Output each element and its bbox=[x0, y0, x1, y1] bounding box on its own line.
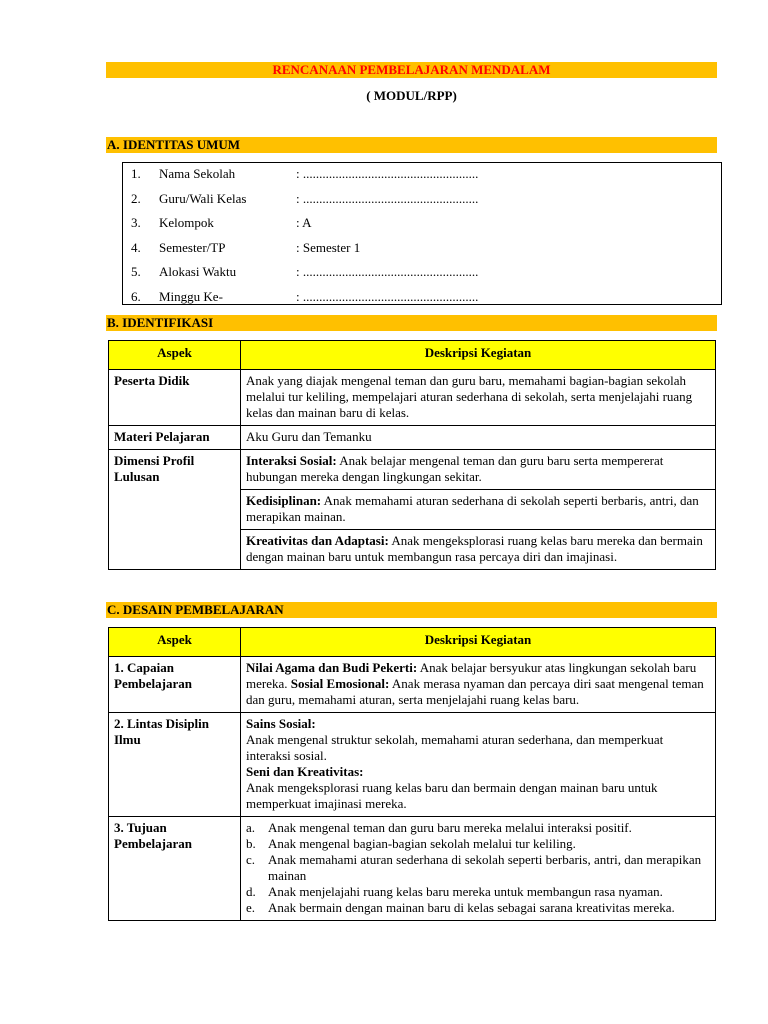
description-text: Anak memahami aturan sederhana di sekolah seperti berbaris, antri, dan merapikan mainan. bbox=[246, 493, 699, 524]
identity-num: 6. bbox=[131, 289, 141, 304]
list-item bbox=[246, 852, 710, 884]
aspect-cell: Peserta Didik bbox=[109, 370, 241, 426]
list-marker: c. bbox=[246, 852, 256, 867]
description-cell bbox=[241, 530, 716, 570]
list-item-text: Anak mengenal bagian-bagian sekolah melalui tur keliling. bbox=[268, 836, 576, 851]
description-text: Anak merasa nyaman dan percaya diri saat mengenal teman dan guru, memahami aturan, serta menjelajahi ruang kelas baru. bbox=[246, 676, 704, 707]
table-row bbox=[109, 817, 716, 921]
table-header-row bbox=[109, 628, 716, 657]
identification-table bbox=[108, 340, 716, 570]
description-cell: Anak yang diajak mengenal teman dan guru baru, memahami bagian-bagian sekolah melalui tur keliling, mempelajari aturan sederhana di sekolah, serta menjelajahi ruang kelas dan mainan baru di kelas. bbox=[241, 370, 716, 426]
table-header-row bbox=[109, 341, 716, 370]
description-bold: Nilai Agama dan Budi Pekerti: bbox=[246, 660, 418, 675]
aspect-cell: 3. Tujuan Pembelajaran bbox=[109, 817, 241, 921]
column-header-aspect: Aspek bbox=[109, 341, 241, 370]
identity-value: : A bbox=[296, 215, 312, 230]
list-marker: b. bbox=[246, 836, 256, 851]
table-row bbox=[109, 657, 716, 713]
identity-num: 3. bbox=[131, 215, 141, 230]
identity-num: 5. bbox=[131, 264, 141, 279]
identity-box bbox=[122, 162, 722, 305]
list-marker: a. bbox=[246, 820, 256, 835]
description-text: Anak belajar mengenal teman dan guru baru serta mempererat hubungan mereka dengan lingkungan sekitar. bbox=[246, 453, 664, 484]
document-subtitle: ( MODUL/RPP) bbox=[366, 88, 457, 103]
identity-label: Alokasi Waktu bbox=[159, 264, 237, 279]
aspect-cell: 2. Lintas Disiplin Ilmu bbox=[109, 713, 241, 817]
section-b-heading: B. IDENTIFIKASI bbox=[106, 315, 717, 331]
description-bold: Kedisiplinan: bbox=[246, 493, 322, 508]
identity-label: Nama Sekolah bbox=[159, 166, 236, 181]
column-header-description: Deskripsi Kegiatan bbox=[241, 628, 716, 657]
identity-num: 2. bbox=[131, 191, 141, 206]
identity-label: Kelompok bbox=[159, 215, 214, 230]
identity-label: Guru/Wali Kelas bbox=[159, 191, 247, 206]
description-cell bbox=[241, 490, 716, 530]
objectives-list bbox=[246, 820, 710, 916]
description-cell bbox=[241, 450, 716, 490]
identity-value: : ...................................................... bbox=[296, 166, 479, 181]
description-bold: Kreativitas dan Adaptasi: bbox=[246, 533, 389, 548]
identity-value: : ...................................................... bbox=[296, 264, 479, 279]
column-header-aspect: Aspek bbox=[109, 628, 241, 657]
list-item bbox=[246, 900, 710, 916]
identity-label: Semester/TP bbox=[159, 240, 226, 255]
list-item bbox=[246, 884, 710, 900]
identity-num: 1. bbox=[131, 166, 141, 181]
description-bold: Sosial Emosional: bbox=[290, 676, 390, 691]
identity-label: Minggu Ke- bbox=[159, 289, 223, 304]
section-a-heading: A. IDENTITAS UMUM bbox=[106, 137, 717, 153]
identity-num: 4. bbox=[131, 240, 141, 255]
identity-value: : ...................................................... bbox=[296, 289, 479, 304]
list-item bbox=[246, 836, 710, 852]
description-cell bbox=[241, 817, 716, 921]
learning-design-table bbox=[108, 627, 716, 921]
aspect-cell: Dimensi Profil Lulusan bbox=[109, 450, 241, 570]
identity-value: : ...................................................... bbox=[296, 191, 479, 206]
description-cell bbox=[241, 713, 716, 817]
description-cell bbox=[241, 657, 716, 713]
list-marker: e. bbox=[246, 900, 256, 915]
description-cell: Aku Guru dan Temanku bbox=[241, 426, 716, 450]
table-row bbox=[109, 713, 716, 817]
identity-value: : Semester 1 bbox=[296, 240, 361, 255]
list-item-text: Anak memahami aturan sederhana di sekolah seperti berbaris, antri, dan merapikan mainan bbox=[268, 852, 702, 883]
description-subheading: Sains Sosial: bbox=[246, 716, 316, 731]
list-item bbox=[246, 820, 710, 836]
table-row bbox=[109, 370, 716, 426]
description-text: Anak mengeksplorasi ruang kelas baru dan bermain dengan mainan baru untuk memperkuat imajinasi mereka. bbox=[246, 780, 658, 811]
aspect-cell: Materi Pelajaran bbox=[109, 426, 241, 450]
description-bold: Interaksi Sosial: bbox=[246, 453, 337, 468]
description-text: Anak belajar bersyukur atas lingkungan sekolah baru mereka. bbox=[246, 660, 697, 691]
list-marker: d. bbox=[246, 884, 256, 899]
description-subheading: Seni dan Kreativitas: bbox=[246, 764, 364, 779]
aspect-cell: 1. Capaian Pembelajaran bbox=[109, 657, 241, 713]
document-title: RENCANAAN PEMBELAJARAN MENDALAM bbox=[106, 62, 717, 78]
table-row bbox=[109, 426, 716, 450]
section-c-heading: C. DESAIN PEMBELAJARAN bbox=[106, 602, 717, 618]
list-item-text: Anak menjelajahi ruang kelas baru mereka untuk membangun rasa nyaman. bbox=[268, 884, 663, 899]
description-text: Anak mengenal struktur sekolah, memahami aturan sederhana, dan memperkuat interaksi sosial. bbox=[246, 732, 664, 763]
list-item-text: Anak bermain dengan mainan baru di kelas sebagai sarana kreativitas mereka. bbox=[268, 900, 675, 915]
column-header-description: Deskripsi Kegiatan bbox=[241, 341, 716, 370]
description-text: Anak mengeksplorasi ruang kelas baru mereka dan bermain dengan mainan baru untuk membangun rasa percaya diri dan imajinasi. bbox=[246, 533, 703, 564]
table-row bbox=[109, 450, 716, 490]
list-item-text: Anak mengenal teman dan guru baru mereka melalui interaksi positif. bbox=[268, 820, 632, 835]
